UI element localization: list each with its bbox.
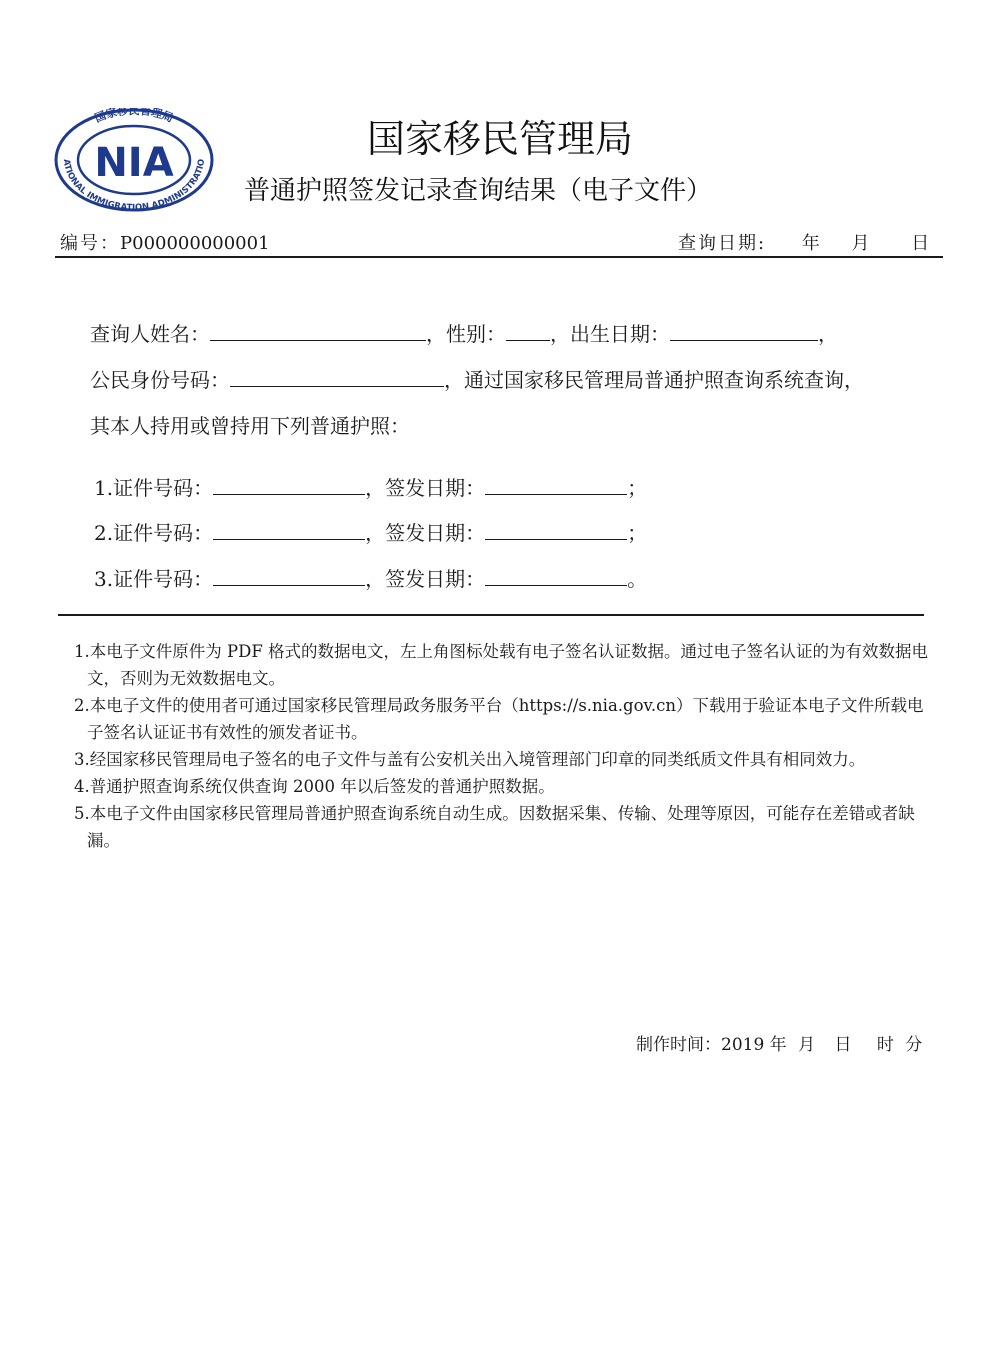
- passport-number-label: 证件号码：: [113, 476, 214, 500]
- entry-end: ；: [627, 521, 648, 545]
- note-item: 2.本电子文件的使用者可通过国家移民管理局政务服务平台（https://s.nia.gov.cn）下载用于验证本电子文件所载电子签名认证证书有效性的颁发者证书。: [74, 696, 924, 742]
- gender-blank: [506, 322, 550, 341]
- statement-line-1: [90, 318, 838, 347]
- issue-date-blank: [485, 521, 627, 540]
- serial-label: 编号：: [60, 233, 120, 254]
- minute-unit: 分: [905, 1035, 923, 1055]
- query-date-day: 日: [911, 233, 930, 254]
- birth-blank: [670, 322, 818, 341]
- id-label: 公民身份号码：: [90, 368, 230, 392]
- line1-comma: ，: [818, 322, 838, 346]
- passport-number-label: 证件号码：: [113, 521, 214, 545]
- issue-date-label: ，签发日期：: [365, 521, 486, 545]
- query-date: [678, 229, 929, 255]
- production-time-label: 制作时间：: [636, 1035, 721, 1055]
- note-item: 5.本电子文件由国家移民管理局普通护照查询系统自动生成。因数据采集、传输、处理等原因，可能存在差错或者缺漏。: [74, 804, 915, 850]
- month-unit: 月: [798, 1035, 816, 1055]
- logo-ring-cn: 国家移民管理局: [92, 108, 176, 125]
- gender-label: ，性别：: [426, 322, 506, 346]
- passport-entry: [94, 472, 647, 501]
- id-blank: [230, 368, 444, 387]
- nia-logo: [54, 108, 214, 212]
- logo-abbrev: NIA: [94, 140, 174, 186]
- passport-entry: [94, 563, 647, 592]
- issue-date-label: ，签发日期：: [365, 476, 486, 500]
- passport-number-blank: [213, 476, 365, 495]
- year-unit: 年: [769, 1035, 787, 1055]
- issue-date-label: ，签发日期：: [365, 567, 486, 591]
- production-year: 2019: [721, 1035, 765, 1055]
- page-subtitle: 普通护照签发记录查询结果（电子文件）: [244, 176, 713, 206]
- header-divider: [55, 256, 943, 258]
- serial-value: P000000000001: [120, 233, 270, 254]
- issue-date-blank: [485, 476, 627, 495]
- entry-index: 3.: [94, 567, 114, 591]
- serial-number: [60, 229, 270, 255]
- name-blank: [210, 322, 426, 341]
- page-title: 国家移民管理局: [366, 117, 633, 161]
- query-date-label: 查询日期:: [678, 233, 767, 254]
- name-label: 查询人姓名：: [90, 322, 210, 346]
- logo-ring-en: ATIONAL IMMIGRATION ADMINISTRATIO: [60, 158, 208, 212]
- issue-date-blank: [485, 567, 627, 586]
- notes-section: [74, 638, 934, 854]
- statement-line-2: [90, 364, 864, 393]
- entry-index: 1.: [94, 476, 114, 500]
- nia-emblem-icon: [54, 108, 214, 212]
- query-text: ，通过国家移民管理局普通护照查询系统查询，: [444, 368, 864, 392]
- hour-unit: 时: [876, 1035, 894, 1055]
- passport-entry: [94, 517, 647, 546]
- passport-number-blank: [213, 567, 365, 586]
- note-item: 1.本电子文件原件为 PDF 格式的数据电文，左上角图标处载有电子签名认证数据。通过电子签名认证的为有效数据电文，否则为无效数据电文。: [74, 642, 929, 688]
- notes-divider: [58, 614, 924, 616]
- statement-line-3: 其本人持用或曾持用下列普通护照：: [90, 414, 410, 438]
- passport-number-label: 证件号码：: [113, 567, 214, 591]
- query-date-year: 年: [801, 233, 820, 254]
- note-item: 4.普通护照查询系统仅供查询 2000 年以后签发的普通护照数据。: [74, 777, 555, 796]
- query-date-month: 月: [851, 233, 870, 254]
- day-unit: 日: [834, 1035, 852, 1055]
- birth-label: ，出生日期：: [550, 322, 670, 346]
- entry-end: 。: [627, 567, 648, 591]
- production-time: [636, 1030, 922, 1055]
- passport-number-blank: [213, 521, 365, 540]
- entry-index: 2.: [94, 521, 114, 545]
- entry-end: ；: [627, 476, 648, 500]
- note-item: 3.经国家移民管理局电子签名的电子文件与盖有公安机关出入境管理部门印章的同类纸质文件具有相同效力。: [74, 750, 866, 769]
- svg-text:国家移民管理局: [92, 108, 175, 125]
